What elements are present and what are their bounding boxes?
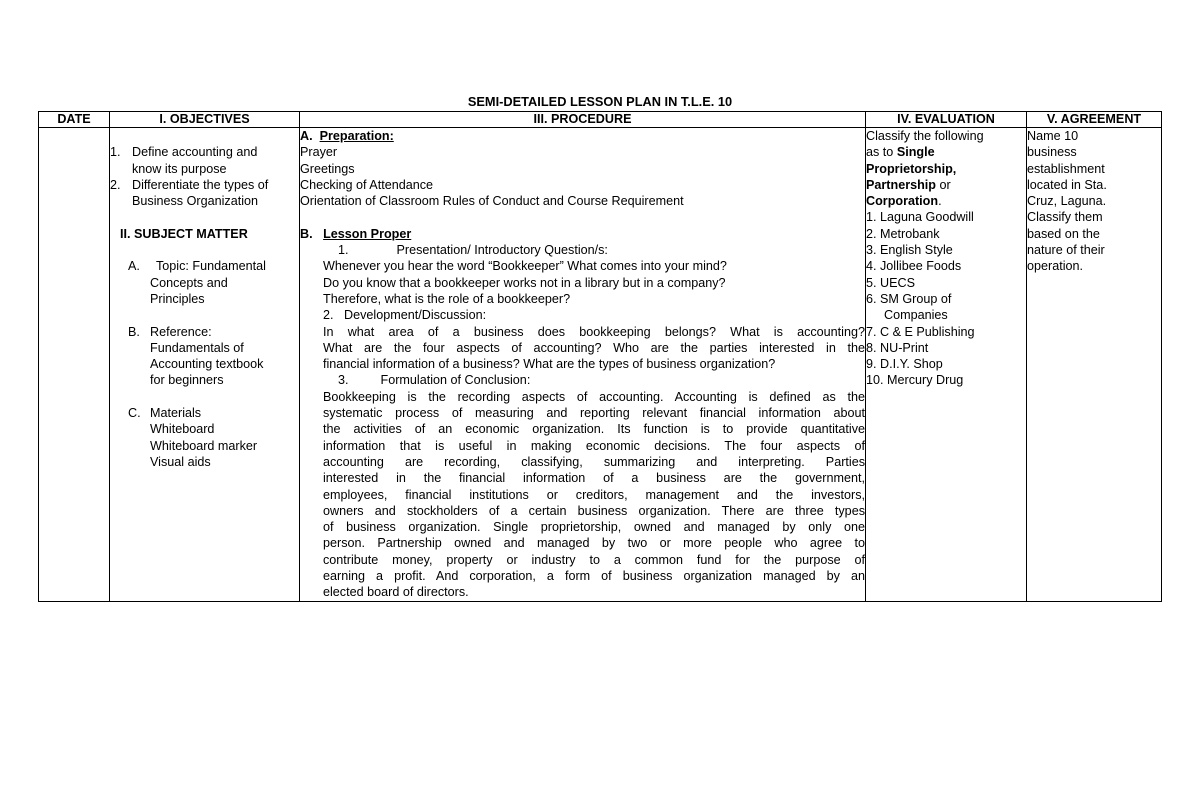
subject-matter-line: Whiteboard: [150, 422, 215, 437]
subject-matter-heading: II. SUBJECT MATTER: [120, 226, 248, 241]
subject-matter-line: Principles: [150, 291, 205, 306]
header-objectives: I. OBJECTIVES: [110, 112, 300, 128]
table-body-row: [39, 128, 1162, 602]
evaluation-item: 2. Metrobank: [866, 226, 940, 241]
evaluation-category: Proprietorship,: [866, 161, 957, 176]
table-header-row: [39, 112, 1162, 128]
evaluation-item: 1. Laguna Goodwill: [866, 210, 974, 225]
preparation-heading: A. Preparation:: [300, 129, 394, 143]
agreement-line: Cruz, Laguna.: [1027, 194, 1107, 209]
evaluation-cell: [866, 128, 1027, 602]
evaluation-item: 9. D.I.Y. Shop: [866, 357, 943, 372]
subject-matter-line: for beginners: [150, 373, 224, 388]
presentation-line: Therefore, what is the role of a bookkeeper?: [323, 291, 571, 306]
evaluation-item: 7. C & E Publishing: [866, 324, 975, 339]
evaluation-item: 10. Mercury Drug: [866, 373, 964, 388]
evaluation-item: 3. English Style: [866, 243, 953, 258]
evaluation-item: 8. NU-Print: [866, 340, 929, 355]
date-cell: [39, 128, 110, 602]
development-line: financial information of a business? What are the types of business organization?: [323, 357, 776, 372]
subject-matter-line: Whiteboard marker: [150, 438, 258, 453]
evaluation-category: Corporation.: [866, 194, 942, 209]
lesson-plan-table: [38, 111, 1162, 602]
evaluation-item: 6. SM Group of: [866, 291, 952, 306]
agreement-line: located in Sta.: [1027, 177, 1107, 192]
conclusion-line: contribute money, property or industry to a common fund for the purpose of: [323, 552, 865, 567]
objective-item-line: Business Organization: [132, 194, 259, 209]
conclusion-line: interested in the financial information of a business are the government,: [323, 471, 865, 486]
subject-matter-item: B. Reference:: [128, 324, 212, 339]
header-evaluation: IV. EVALUATION: [866, 112, 1027, 128]
conclusion-line: elected board of directors.: [323, 585, 469, 600]
subject-matter-line: Visual aids: [150, 454, 211, 469]
conclusion-label: 3. Formulation of Conclusion:: [338, 373, 531, 388]
document-title: SEMI-DETAILED LESSON PLAN IN T.L.E. 10: [467, 94, 733, 109]
conclusion-line: the activities of an economic organization. Its function is to provide quantitative: [323, 422, 865, 437]
conclusion-line: accounting are recording, classifying, summarizing and interpreting. Parties: [323, 454, 865, 469]
presentation-line: Whenever you hear the word “Bookkeeper” What comes into your mind?: [323, 259, 727, 274]
agreement-line: nature of their: [1027, 243, 1105, 258]
evaluation-category: Partnership or: [866, 177, 951, 192]
subject-matter-item: C. Materials: [128, 406, 202, 421]
evaluation-intro: as to Single: [866, 145, 935, 160]
evaluation-item: Companies: [884, 308, 948, 323]
agreement-line: business: [1027, 145, 1077, 160]
agreement-line: based on the: [1027, 226, 1100, 241]
agreement-line: establishment: [1027, 161, 1105, 176]
presentation-line: Do you know that a bookkeeper works not in a library but in a company?: [323, 275, 726, 290]
conclusion-line: systematic process of measuring and reporting relevant financial information about: [323, 406, 865, 421]
conclusion-line: employees, financial institutions or creditors, management and the investors,: [323, 487, 865, 502]
subject-matter-line: Fundamentals of: [150, 340, 244, 355]
objective-item-line: know its purpose: [132, 161, 227, 176]
conclusion-line: Bookkeeping is the recording aspects of accounting. Accounting is defined as the: [323, 389, 865, 404]
header-agreement: V. AGREEMENT: [1027, 112, 1162, 128]
agreement-line: Name 10: [1027, 129, 1079, 143]
lesson-proper-heading: B. Lesson Proper: [300, 226, 412, 241]
conclusion-line: person. Partnership owned and managed by two or more people who agree to: [323, 536, 865, 551]
development-label: 2. Development/Discussion:: [323, 308, 487, 323]
conclusion-line: information that is useful in making economic decisions. The four aspects of: [323, 438, 865, 453]
preparation-item: Prayer: [300, 145, 338, 160]
evaluation-item: 5. UECS: [866, 275, 915, 290]
subject-matter-line: Concepts and: [150, 275, 228, 290]
agreement-line: operation.: [1027, 259, 1084, 274]
subject-matter-item: A. Topic: Fundamental: [128, 259, 266, 274]
evaluation-item: 4. Jollibee Foods: [866, 259, 962, 274]
header-date: DATE: [39, 112, 110, 128]
objectives-cell: [110, 128, 300, 602]
procedure-cell: [300, 128, 866, 602]
subject-matter-line: Accounting textbook: [150, 357, 264, 372]
development-line: What are the four aspects of accounting? Who are the parties interested in the: [323, 340, 865, 355]
conclusion-line: owners and stockholders of a certain business organization. There are three types: [323, 503, 865, 518]
evaluation-intro: Classify the following: [866, 129, 984, 143]
development-line: In what area of a business does bookkeeping belongs? What is accounting?: [323, 324, 865, 339]
preparation-item: Orientation of Classroom Rules of Conduct and Course Requirement: [300, 194, 684, 209]
conclusion-line: of business organization. Single proprietorship, owned and managed by only one: [323, 520, 865, 535]
objective-item: 1. Define accounting and: [110, 145, 258, 160]
presentation-label: 1. Presentation/ Introductory Question/s:: [338, 243, 608, 258]
agreement-line: Classify them: [1027, 210, 1103, 225]
agreement-cell: [1027, 128, 1162, 602]
objective-item: 2. Differentiate the types of: [110, 177, 269, 192]
preparation-item: Checking of Attendance: [300, 177, 434, 192]
header-procedure: III. PROCEDURE: [300, 112, 866, 128]
conclusion-line: earning a profit. And corporation, a form of business organization managed by an: [323, 569, 865, 584]
preparation-item: Greetings: [300, 161, 355, 176]
